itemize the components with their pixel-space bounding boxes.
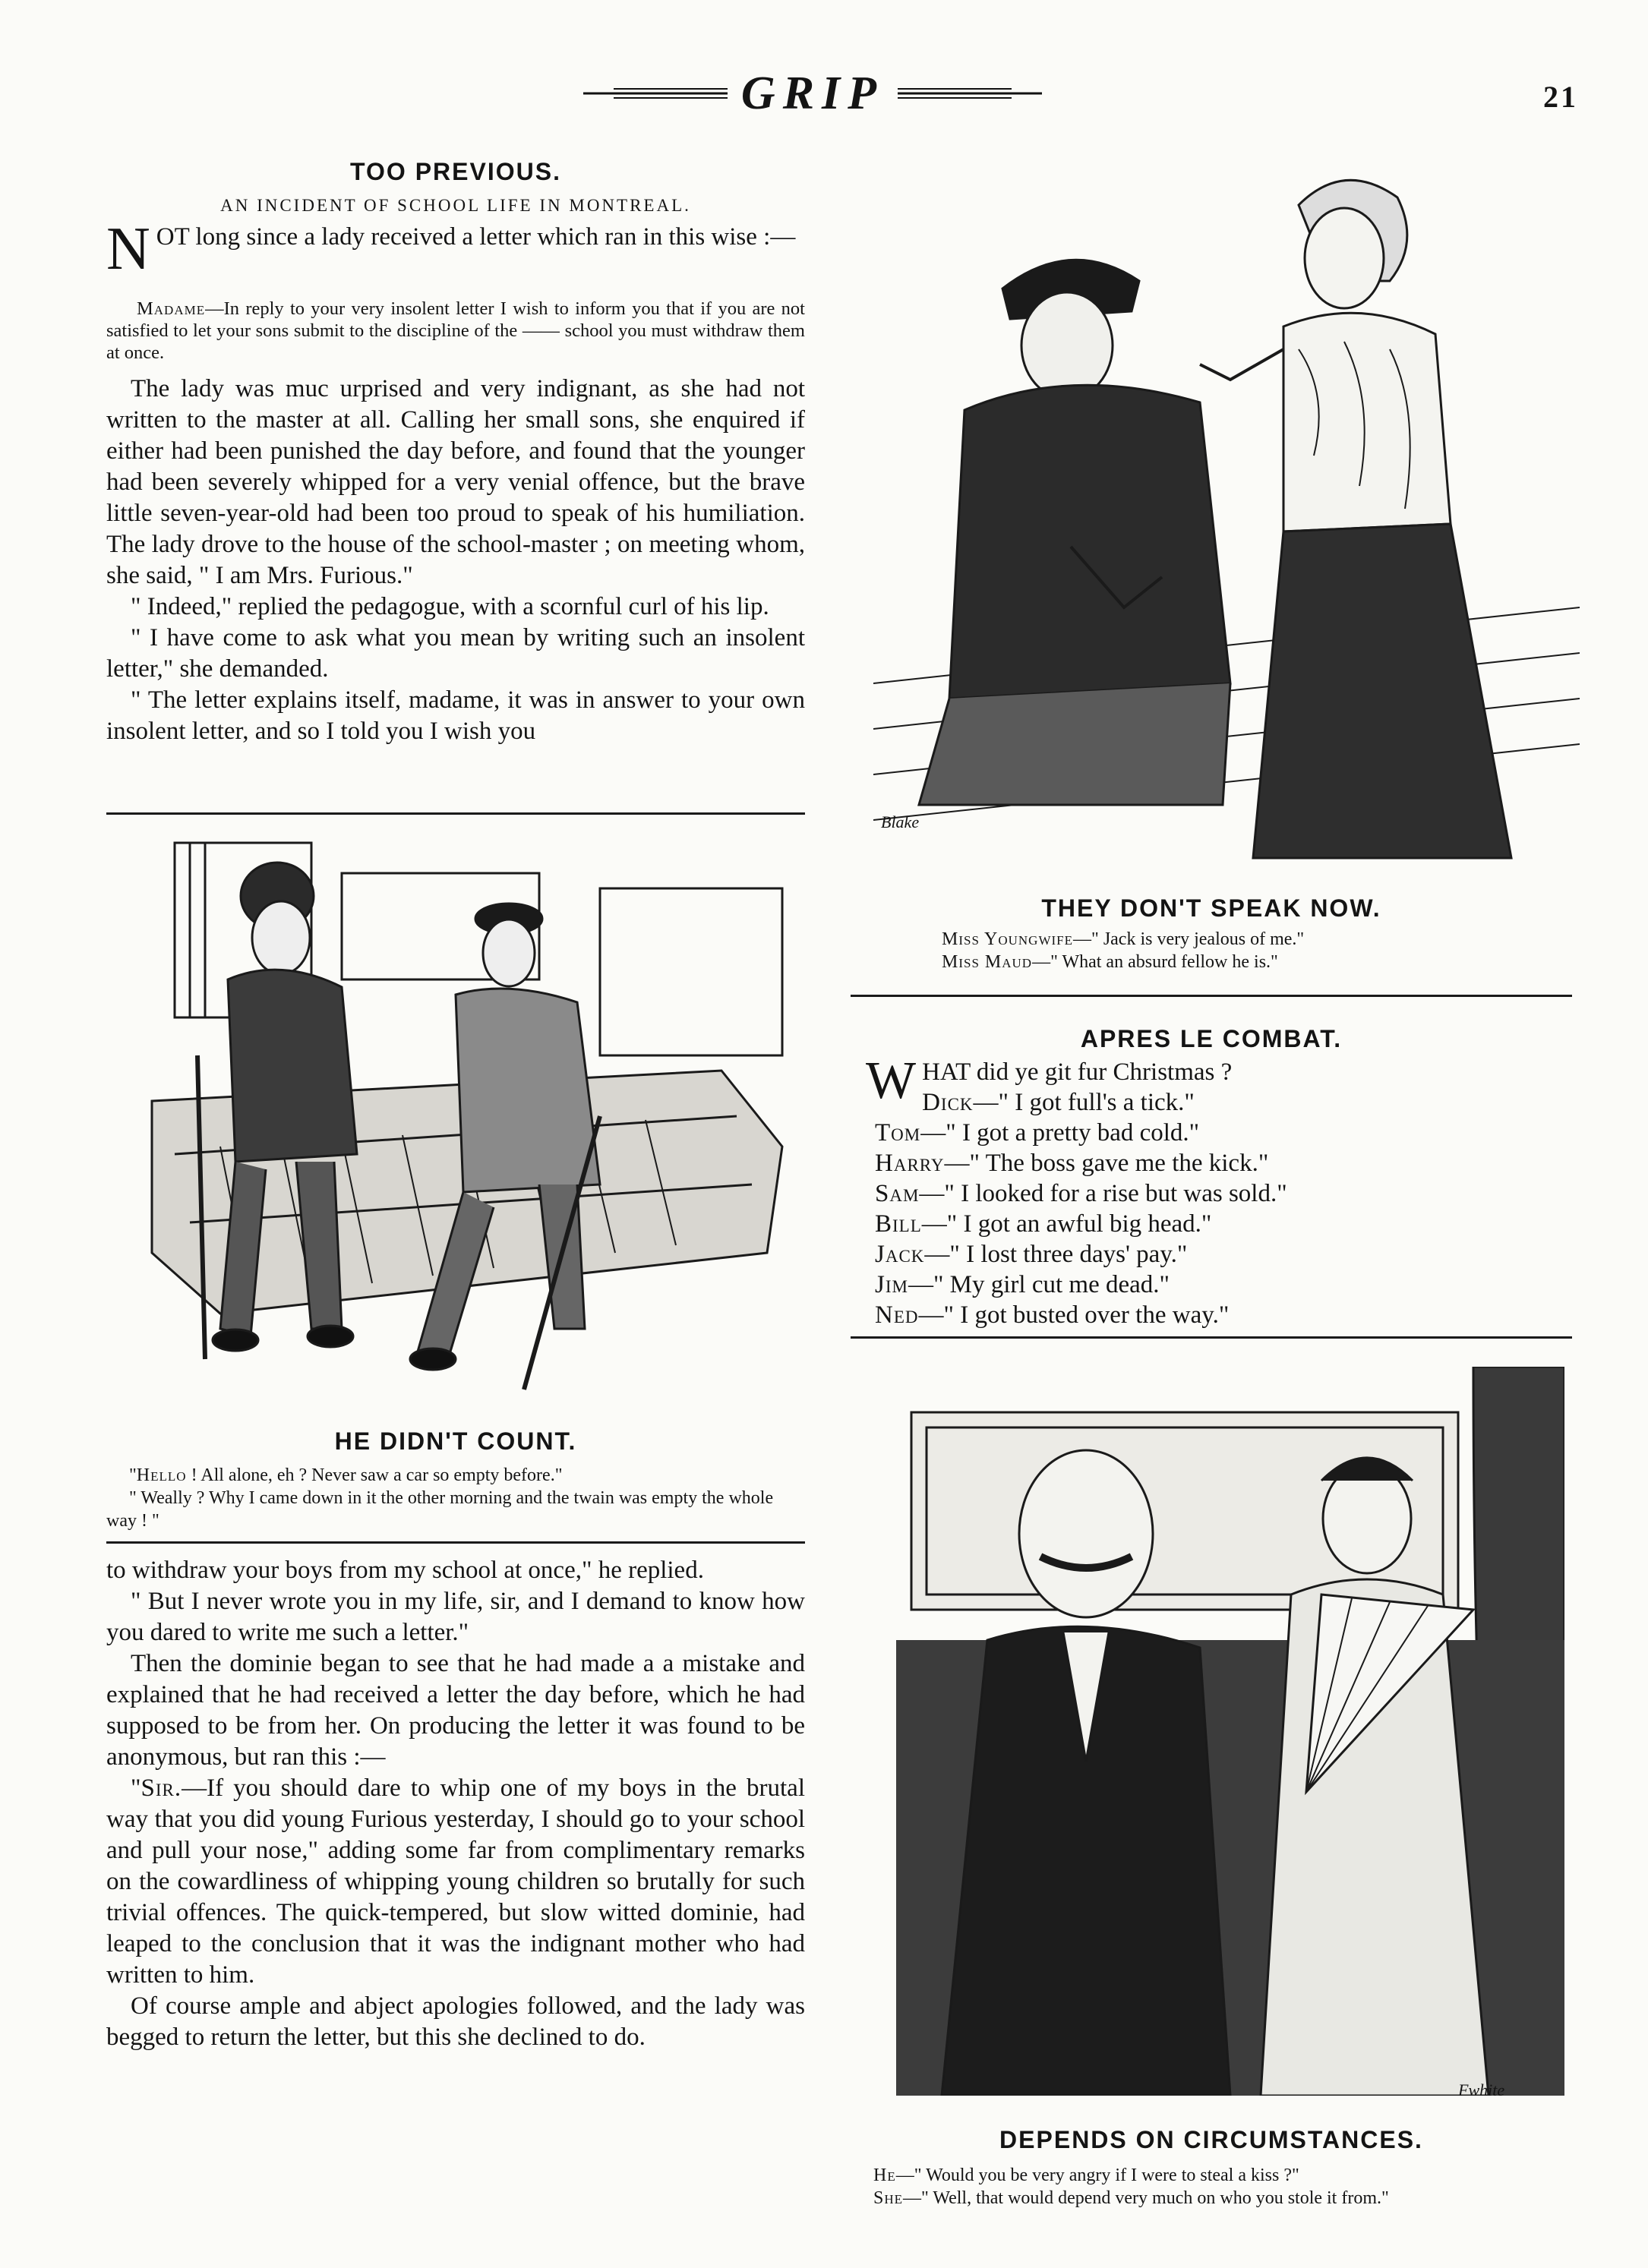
- letter-body: —In reply to your very insolent letter I wish to inform you that if you are not satisfied to let your sons submit to the discipline of the —— school you must withdraw them at once.: [106, 298, 805, 363]
- two-women-drawing: [873, 152, 1580, 873]
- cartoon-kiss-caption: [851, 2164, 1572, 2210]
- caption-line: —" What an absurd fellow he is.": [1032, 952, 1278, 972]
- poem-speaker: Jack: [875, 1241, 925, 1268]
- cartoon-car-title: HE DIDN'T COUNT.: [334, 1427, 577, 1455]
- poem-title: APRES LE COMBAT.: [1080, 1025, 1343, 1052]
- caption-line: —" Would you be very angry if I were to steal a kiss ?": [895, 2165, 1299, 2185]
- article-paragraph: " Indeed," replied the pedagogue, with a scornful curl of his lip.: [131, 593, 769, 620]
- letter-salutation: Madame: [137, 298, 206, 319]
- poem-line: [866, 1148, 1564, 1178]
- caption-speaker: Miss Youngwife: [942, 929, 1074, 949]
- article-paragraph: OT long since a lady received a letter which ran in this wise :—: [156, 223, 796, 251]
- caption-line: " Weally ? Why I came down in it the other morning and the twain was empty the whole way ! ": [106, 1488, 774, 1531]
- poem-speaker: Harry: [875, 1150, 945, 1177]
- caption-speaker: He: [873, 2165, 896, 2185]
- illustration-couple: [896, 1367, 1564, 2096]
- poem-text: —" I got full's a tick.": [973, 1089, 1195, 1116]
- article-body-continued: to withdraw your boys from my school at once," he replied. " But I never wrote you in my life, sir, and I demand to know how you dared to write me such a letter." Then the dominie began to see that he had made a a mistake and explained that he had received a letter the day before, which he had supposed to be from her. On producing the letter it was found to be anonymous, but ran this :— "Sir.—If you should dare to whip one of my boys in the brutal way that you did young Furious yesterday, I should go to your school and pull your nose," adding some far from complimentary remarks on the cowardliness of whipping young children so brutally for such trivial offences. The quick-tempered, but slow witted dominie, had leaped to the conclusion that it was the indignant mother who had written to him. Of course ample and abject apologies followed, and the lady was begged to return the letter, but this she declined to do.: [106, 1555, 805, 2053]
- column-divider: [851, 1336, 1572, 1339]
- caption-line: —" Well, that would depend very much on who you stole it from.": [903, 2188, 1389, 2208]
- poem-line: [866, 1178, 1564, 1209]
- letter-salutation: Sir.: [140, 1774, 182, 1802]
- poem-text: —" I lost three days' pay.": [924, 1241, 1188, 1268]
- artist-signature: Fwhite: [1458, 2080, 1505, 2099]
- poem-line: [866, 1087, 1564, 1118]
- article-dropcap: N: [106, 216, 150, 282]
- article-paragraph: " But I never wrote you in my life, sir, and I demand to know how you dared to write me such a letter.": [106, 1588, 805, 1646]
- caption-speaker: Hello: [136, 1465, 187, 1485]
- cartoon-kiss-title: DEPENDS ON CIRCUMSTANCES.: [999, 2126, 1423, 2153]
- column-divider: [851, 995, 1572, 997]
- poem-line: [866, 1118, 1564, 1148]
- quoted-letter: [106, 298, 805, 364]
- poem-speaker: Bill: [875, 1210, 922, 1238]
- railway-car-drawing: [129, 828, 797, 1412]
- page-number: 21: [1543, 80, 1578, 114]
- poem-text: —" I got a pretty bad cold.": [920, 1119, 1200, 1147]
- cartoon-speak-caption: [942, 928, 1564, 973]
- poem-speaker: Dick: [922, 1089, 974, 1116]
- poem-line: [866, 1300, 1564, 1330]
- article-subtitle: AN INCIDENT OF SCHOOL LIFE IN MONTREAL.: [220, 196, 691, 215]
- artist-signature: Blake: [881, 812, 920, 831]
- article-paragraph: Of course ample and abject apologies followed, and the lady was begged to return the letter, but this she declined to do.: [106, 1992, 805, 2051]
- article-body-top: [106, 374, 805, 747]
- poem-speaker: Ned: [875, 1301, 919, 1329]
- poem-text: HAT did ye git fur Christmas ?: [922, 1058, 1233, 1086]
- masthead: [577, 67, 1048, 120]
- poem-speaker: Sam: [875, 1180, 920, 1207]
- caption-speaker: She: [873, 2188, 904, 2208]
- poem-text: —" I looked for a rise but was sold.": [919, 1180, 1287, 1207]
- masthead-right-ornament: [898, 85, 1042, 102]
- article-title: TOO PREVIOUS.: [350, 158, 561, 185]
- caption-line: —" Jack is very jealous of me.": [1073, 929, 1305, 949]
- cartoon-car-caption: "Hello ! All alone, eh ? Never saw a car so empty before." " Weally ? Why I came down in it the other morning and the twain was empty the whole way ! ": [106, 1464, 805, 1532]
- column-divider: [106, 812, 805, 815]
- article-paragraph: Then the dominie began to see that he had made a a mistake and explained that he had received a letter the day before, which he had supposed to be from her. On producing the letter it was found to be anonymous, but ran this :—: [106, 1650, 805, 1771]
- masthead-left-ornament: [583, 85, 728, 102]
- poem-line: [866, 1239, 1564, 1270]
- caption-line: ! All alone, eh ? Never saw a car so empty before.": [191, 1465, 563, 1485]
- illustration-two-women: [873, 152, 1580, 873]
- poem-speaker: Jim: [875, 1271, 908, 1298]
- article-intro: [106, 216, 805, 282]
- masthead-title: GRIP: [740, 68, 885, 119]
- caption-speaker: Miss Maud: [942, 952, 1033, 972]
- article-paragraph: The lady was muc urprised and very indignant, as she had not written to the master at all. Calling her small sons, she enquired if either had been punished the day before, and found that the younger had been severely whipped for a very venial offence, but the brave little seven-year-old had been too proud to speak of his humiliation. The lady drove to the house of the school-master ; on meeting whom, she said, " I am Mrs. Furious.": [106, 375, 805, 589]
- poem-line: [866, 1209, 1564, 1239]
- article-paragraph: —If you should dare to whip one of my boys in the brutal way that you did young Furious yesterday, I should go to your school and pull your nose," adding some far from complimentary remarks on the cowardliness of whipping young children so brutally for such trivial offences. The quick-tempered, but slow witted dominie, had leaped to the conclusion that it was the indignant mother who had written to him.: [106, 1774, 805, 1989]
- article-paragraph: " I have come to ask what you mean by writing such an insolent letter," she demanded.: [106, 624, 805, 683]
- poem-text: —" I got busted over the way.": [918, 1301, 1230, 1329]
- illustration-railway-car: [129, 828, 797, 1412]
- poem-line: [866, 1270, 1564, 1300]
- poem-lines: [866, 1052, 1564, 1330]
- article-paragraph: " The letter explains itself, madame, it was in answer to your own insolent letter, and so I told you I wish you: [106, 686, 805, 745]
- poem-text: —" My girl cut me dead.": [908, 1271, 1170, 1298]
- poem-speaker: Tom: [875, 1119, 921, 1147]
- poem-text: —" I got an awful big head.": [921, 1210, 1212, 1238]
- poem-body: [866, 1052, 1564, 1330]
- poem-text: —" The boss gave me the kick.": [944, 1150, 1269, 1177]
- poem-dropcap: W: [866, 1052, 917, 1110]
- cartoon-speak-title: THEY DON'T SPEAK NOW.: [1041, 894, 1381, 922]
- article-paragraph: to withdraw your boys from my school at once," he replied.: [106, 1557, 704, 1584]
- poem-line: [866, 1057, 1564, 1087]
- column-divider: [106, 1541, 805, 1544]
- couple-drawing: [896, 1367, 1564, 2096]
